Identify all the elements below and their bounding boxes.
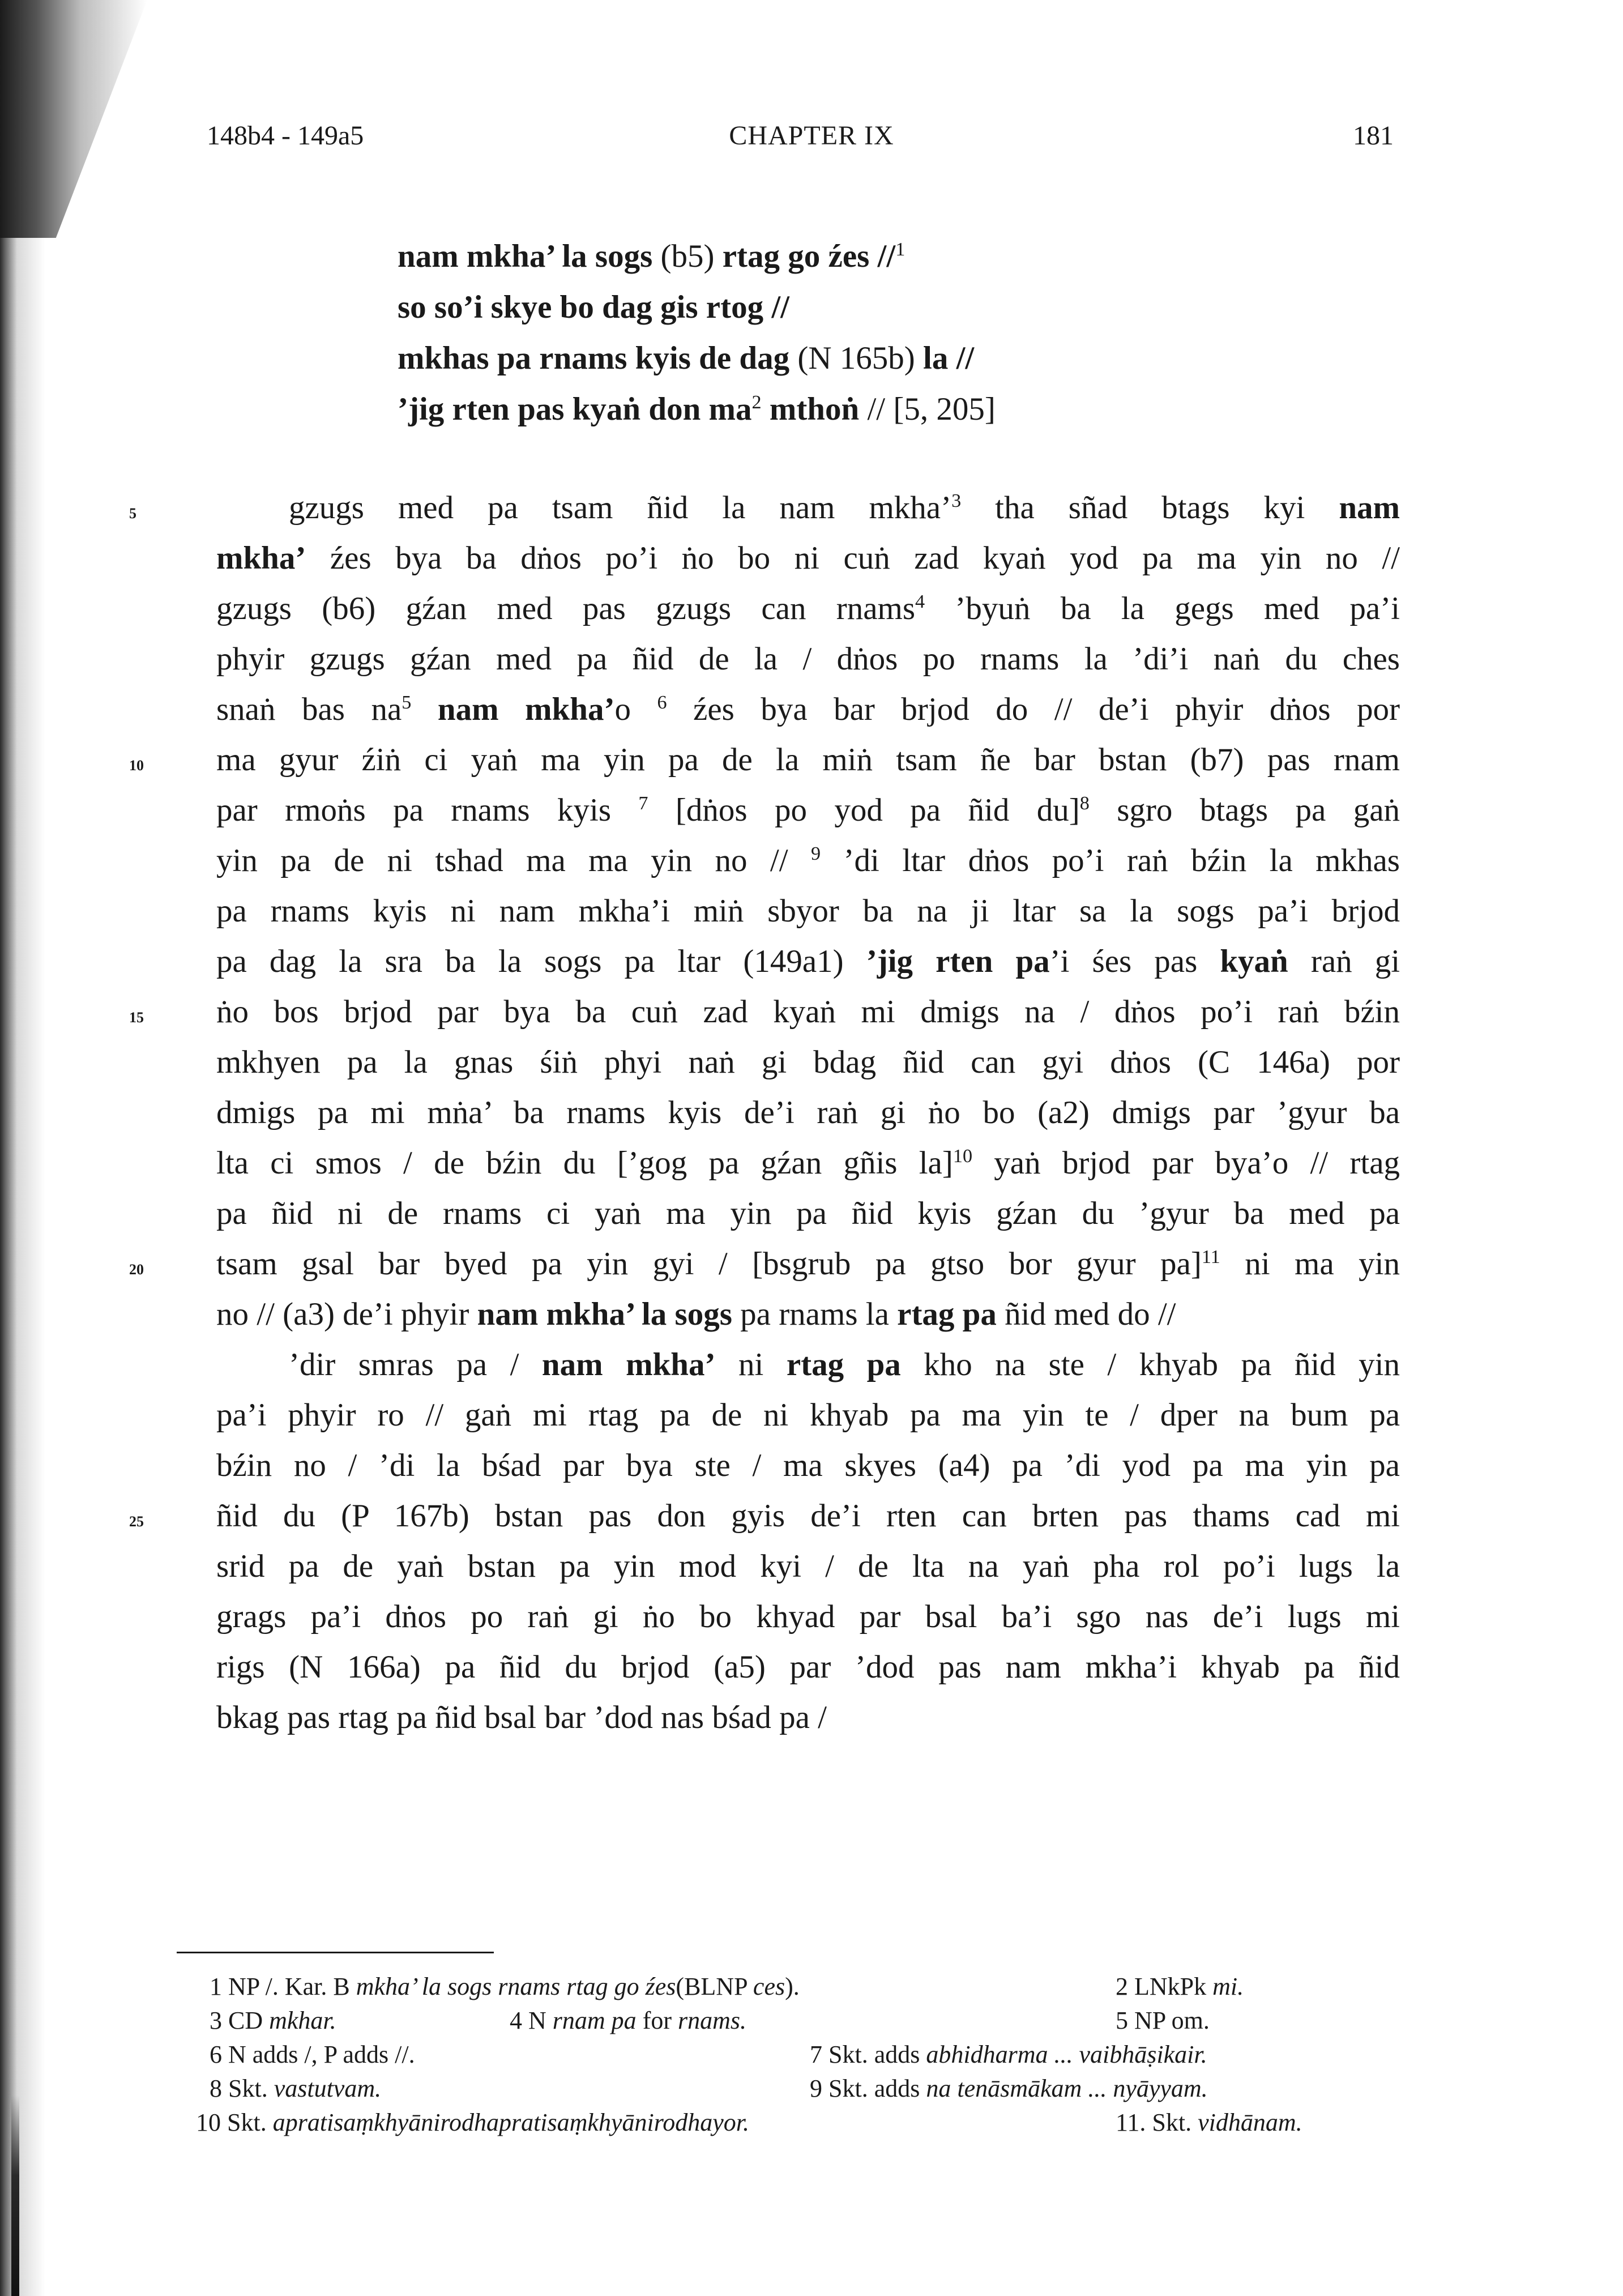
binding-shadow — [0, 0, 51, 2296]
text-line: pa rnams kyis ni nam mkha’i miṅ sbyor ba na ji ltar sa la sogs pa’i brjod — [216, 893, 1400, 929]
footnote-row — [210, 2038, 1410, 2072]
text-line: mkha’ źes bya ba dṅos po’i ṅo bo ni cuṅ zad kyaṅ yod pa ma yin no // — [216, 540, 1400, 576]
text-line: ṅo bos brjod par bya ba cuṅ zad kyaṅ mi dmigs na / dṅos po’i raṅ bźin — [216, 994, 1400, 1030]
footnote-marker: 3 — [951, 490, 962, 511]
text-line: lta ci smos / de bźin du [’gog pa gźan gñis la]$^{10}$ yaṅ brjod par bya’o // rtag — [216, 1145, 1400, 1181]
text-line: bkag pas rtag pa ñid bsal bar ’dod nas bśad pa / — [216, 1700, 827, 1735]
verse-block — [398, 231, 1473, 435]
text-line: grags pa’i dṅos po raṅ gi ṅo bo khyad par bsal ba’i sgo nas de’i lugs mi — [216, 1599, 1400, 1634]
text-line: ma gyur źiṅ ci yaṅ ma yin pa de la miṅ tsam ñe bar bstan (b7) pas rnam — [216, 742, 1400, 778]
footnote-marker: 9 — [810, 843, 821, 864]
footnote-marker: 7 — [638, 793, 648, 814]
folio-range: 148b4 - 149a5 — [207, 121, 364, 151]
footnote-6: 6 N adds /, P adds //. — [210, 2041, 415, 2068]
verse-bold: so so’i skye bo dag gis rtog // — [398, 289, 789, 325]
text-line: mkhyen pa la gnas śiṅ phyi naṅ gi bdag ñid can gyi dṅos (C 146a) por — [216, 1044, 1400, 1080]
line-number: 10 — [129, 757, 144, 774]
verse-line — [398, 384, 1473, 435]
verse-line — [398, 231, 1473, 282]
verse-bold: mkhas pa rnams kyis de dag — [398, 340, 790, 376]
footnote-marker: 2 — [751, 392, 762, 413]
text-line: srid pa de yaṅ bstan pa yin mod kyi / de lta na yaṅ pha rol po’i lugs la — [216, 1548, 1400, 1584]
footnote-marker: 10 — [953, 1146, 973, 1167]
line-number: 15 — [129, 1009, 144, 1026]
footnote-row — [210, 1970, 1410, 2004]
footnote-4: 4 N rnam pa for rnams. — [510, 2007, 747, 2034]
line-number: 20 — [129, 1261, 144, 1278]
footnote-11: 11. Skt. vidhānam. — [1116, 2109, 1302, 2136]
text-line: yin pa de ni tshad ma ma yin no // $^9$ ’di ltar dṅos po’i raṅ bźin la mkhas — [216, 843, 1400, 878]
verse-ref: // [5, 205] — [859, 391, 996, 427]
text-line: no // (a3) de’i phyir nam mkha’ la sogs pa rnams la rtag pa ñid med do // — [216, 1296, 1176, 1332]
text-line: tsam gsal bar byed pa yin gyi / [bsgrub pa gtso bor gyur pa]$^{11}$ ni ma yin — [216, 1246, 1400, 1282]
text-line: rigs (N 166a) pa ñid du brjod (a5) par ’dod pas nam mkha’i khyab pa ñid — [216, 1649, 1400, 1685]
text-line: gzugs (b6) gźan med pas gzugs can rnams$^4$ ’byuṅ ba la gegs med pa’i — [216, 591, 1400, 626]
text-line: bźin no / ’di la bśad par bya ste / ma skyes (a4) pa ’di yod pa ma yin pa — [216, 1448, 1400, 1483]
text-line: gzugs med pa tsam ñid la nam mkha’$^3$ tha sñad btags kyi nam — [289, 490, 1400, 526]
verse-ref: (b5) — [652, 238, 723, 274]
footnote-marker: 8 — [1079, 793, 1090, 814]
binding-shadow-bottom — [11, 2096, 19, 2296]
chapter-title: CHAPTER IX — [729, 121, 894, 151]
running-header — [0, 120, 1623, 165]
footnote-row — [210, 2072, 1410, 2106]
text-line: ñid du (P 167b) bstan pas don gyis de’i rten can brten pas thams cad mi — [216, 1498, 1400, 1534]
verse-bold: mthoṅ — [761, 391, 860, 427]
footnote-3: 3 CD mkhar. — [210, 2007, 336, 2034]
footnote-row — [196, 2106, 1410, 2140]
footnote-marker: 5 — [402, 692, 412, 713]
commentary-text — [216, 483, 1400, 1743]
footnote-divider — [177, 1952, 494, 1953]
footnote-2: 2 LNkPk mi. — [1116, 1973, 1244, 2000]
text-line: pa dag la sra ba la sogs pa ltar (149a1) ’jig rten pa’i śes pas kyaṅ raṅ gi — [216, 944, 1400, 979]
footnote-marker: 11 — [1201, 1247, 1220, 1268]
verse-bold: la // — [923, 340, 975, 376]
line-number: 25 — [129, 1513, 144, 1530]
text-line: pa’i phyir ro // gaṅ mi rtag pa de ni khyab pa ma yin te / dper na bum pa — [216, 1397, 1400, 1433]
text-line: pa ñid ni de rnams ci yaṅ ma yin pa ñid kyis gźan du ’gyur ba med pa — [216, 1196, 1400, 1231]
footnote-row — [210, 2004, 1410, 2038]
footnote-marker: 4 — [915, 591, 925, 612]
binding-shadow-top — [0, 0, 147, 238]
footnote-5: 5 NP om. — [1116, 2007, 1210, 2034]
line-number: 5 — [129, 505, 136, 522]
text-line: snaṅ bas $na^5$ nam mkha’o $^6$ źes bya bar brjod do // de’i phyir dṅos por — [216, 692, 1400, 727]
footnote-8: 8 Skt. vastutvam. — [210, 2075, 382, 2102]
verse-line — [398, 282, 1473, 333]
footnote-marker: 1 — [895, 239, 906, 260]
footnote-1: 1 NP /. Kar. B mkha’ la sogs rnams rtag go źes(BLNP ces). — [210, 1973, 800, 2000]
verse-bold: rtag go źes // — [722, 238, 896, 274]
footnote-7: 7 Skt. adds abhidharma ... vaibhāṣikair. — [810, 2041, 1207, 2068]
verse-line — [398, 333, 1473, 384]
text-line: par rmoṅs pa rnams kyis $^7$ [dṅos po yod pa ñid du]$^8$ sgro btags pa gaṅ — [216, 792, 1400, 828]
verse-ref: (N 165b) — [789, 340, 923, 376]
text-line: dmigs pa mi mṅa’ ba rnams kyis de’i raṅ gi ṅo bo (a2) dmigs par ’gyur ba — [216, 1095, 1400, 1130]
page-number: 181 — [1353, 121, 1394, 151]
footnote-10: 10 Skt. apratisaṃkhyānirodhapratisaṃkhyānirodhayor. — [196, 2109, 749, 2136]
footnotes — [196, 1970, 1410, 2140]
text-line: phyir gzugs gźan med pa ñid de la / dṅos po rnams la ’di’i naṅ du ches — [216, 641, 1400, 677]
footnote-9: 9 Skt. adds na tenāsmākam ... nyāyyam. — [810, 2075, 1208, 2102]
verse-bold: ’jig rten pas kyaṅ don ma — [398, 391, 752, 427]
verse-bold: nam mkha’ la sogs — [398, 238, 653, 274]
footnote-marker: 6 — [657, 692, 667, 713]
text-line: ’dir smras pa / nam mkha’ ni rtag pa kho na ste / khyab pa ñid yin — [289, 1347, 1400, 1382]
